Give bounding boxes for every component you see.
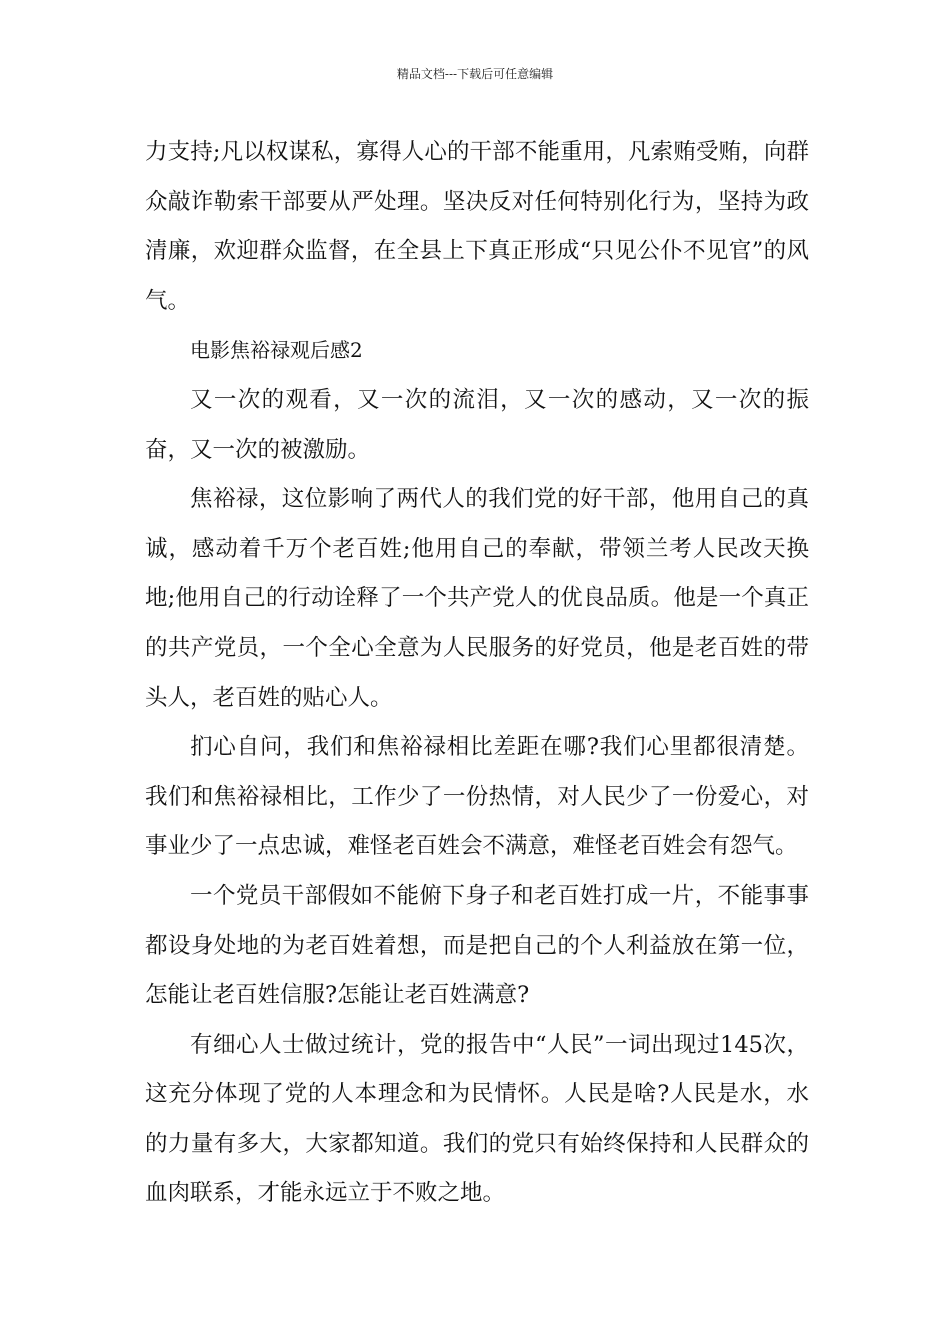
paragraph: 有细心人士做过统计，党的报告中“人民”一词出现过145次，这充分体现了党的人本理念和为民情怀。人民是啥?人民是水，水的力量有多大，大家都知道。我们的党只有始终保持和人民群众的血肉联系，才能永远立于不败之地。	[145, 1031, 809, 1207]
paragraph: 扪心自问，我们和焦裕禄相比差距在哪?我们心里都很清楚。我们和焦裕禄相比，工作少了一份热情，对人民少了一份爱心，对事业少了一点忠诚，难怪老百姓会不满意，难怪老百姓会有怨气。	[145, 734, 809, 860]
paragraph-continued: 力支持;凡以权谋私，寡得人心的干部不能重用，凡索贿受贿，向群众敲诈勒索干部要从严处理。坚决反对任何特别化行为，坚持为政清廉，欢迎群众监督，在全县上下真正形成“只见公仆不见官”的风气。	[145, 139, 809, 314]
document-body	[145, 128, 809, 1219]
page-header: 精品文档---下载后可任意编辑	[396, 67, 554, 81]
paragraph: 焦裕禄，这位影响了两代人的我们党的好干部，他用自己的真诚，感动着千万个老百姓;他用自己的奉献，带领兰考人民改天换地;他用自己的行动诠释了一个共产党人的优良品质。他是一个真正的共产党员，一个全心全意为人民服务的好党员，他是老百姓的带头人，老百姓的贴心人。	[145, 486, 809, 711]
paragraph: 一个党员干部假如不能俯下身子和老百姓打成一片，不能事事都设身处地的为老百姓着想，而是把自己的个人利益放在第一位，怎能让老百姓信服?怎能让老百姓满意?	[145, 882, 809, 1009]
paragraph: 又一次的观看，又一次的流泪，又一次的感动，又一次的振奋，又一次的被激励。	[145, 386, 809, 463]
section-heading: 电影焦裕禄观后感2	[190, 338, 363, 363]
